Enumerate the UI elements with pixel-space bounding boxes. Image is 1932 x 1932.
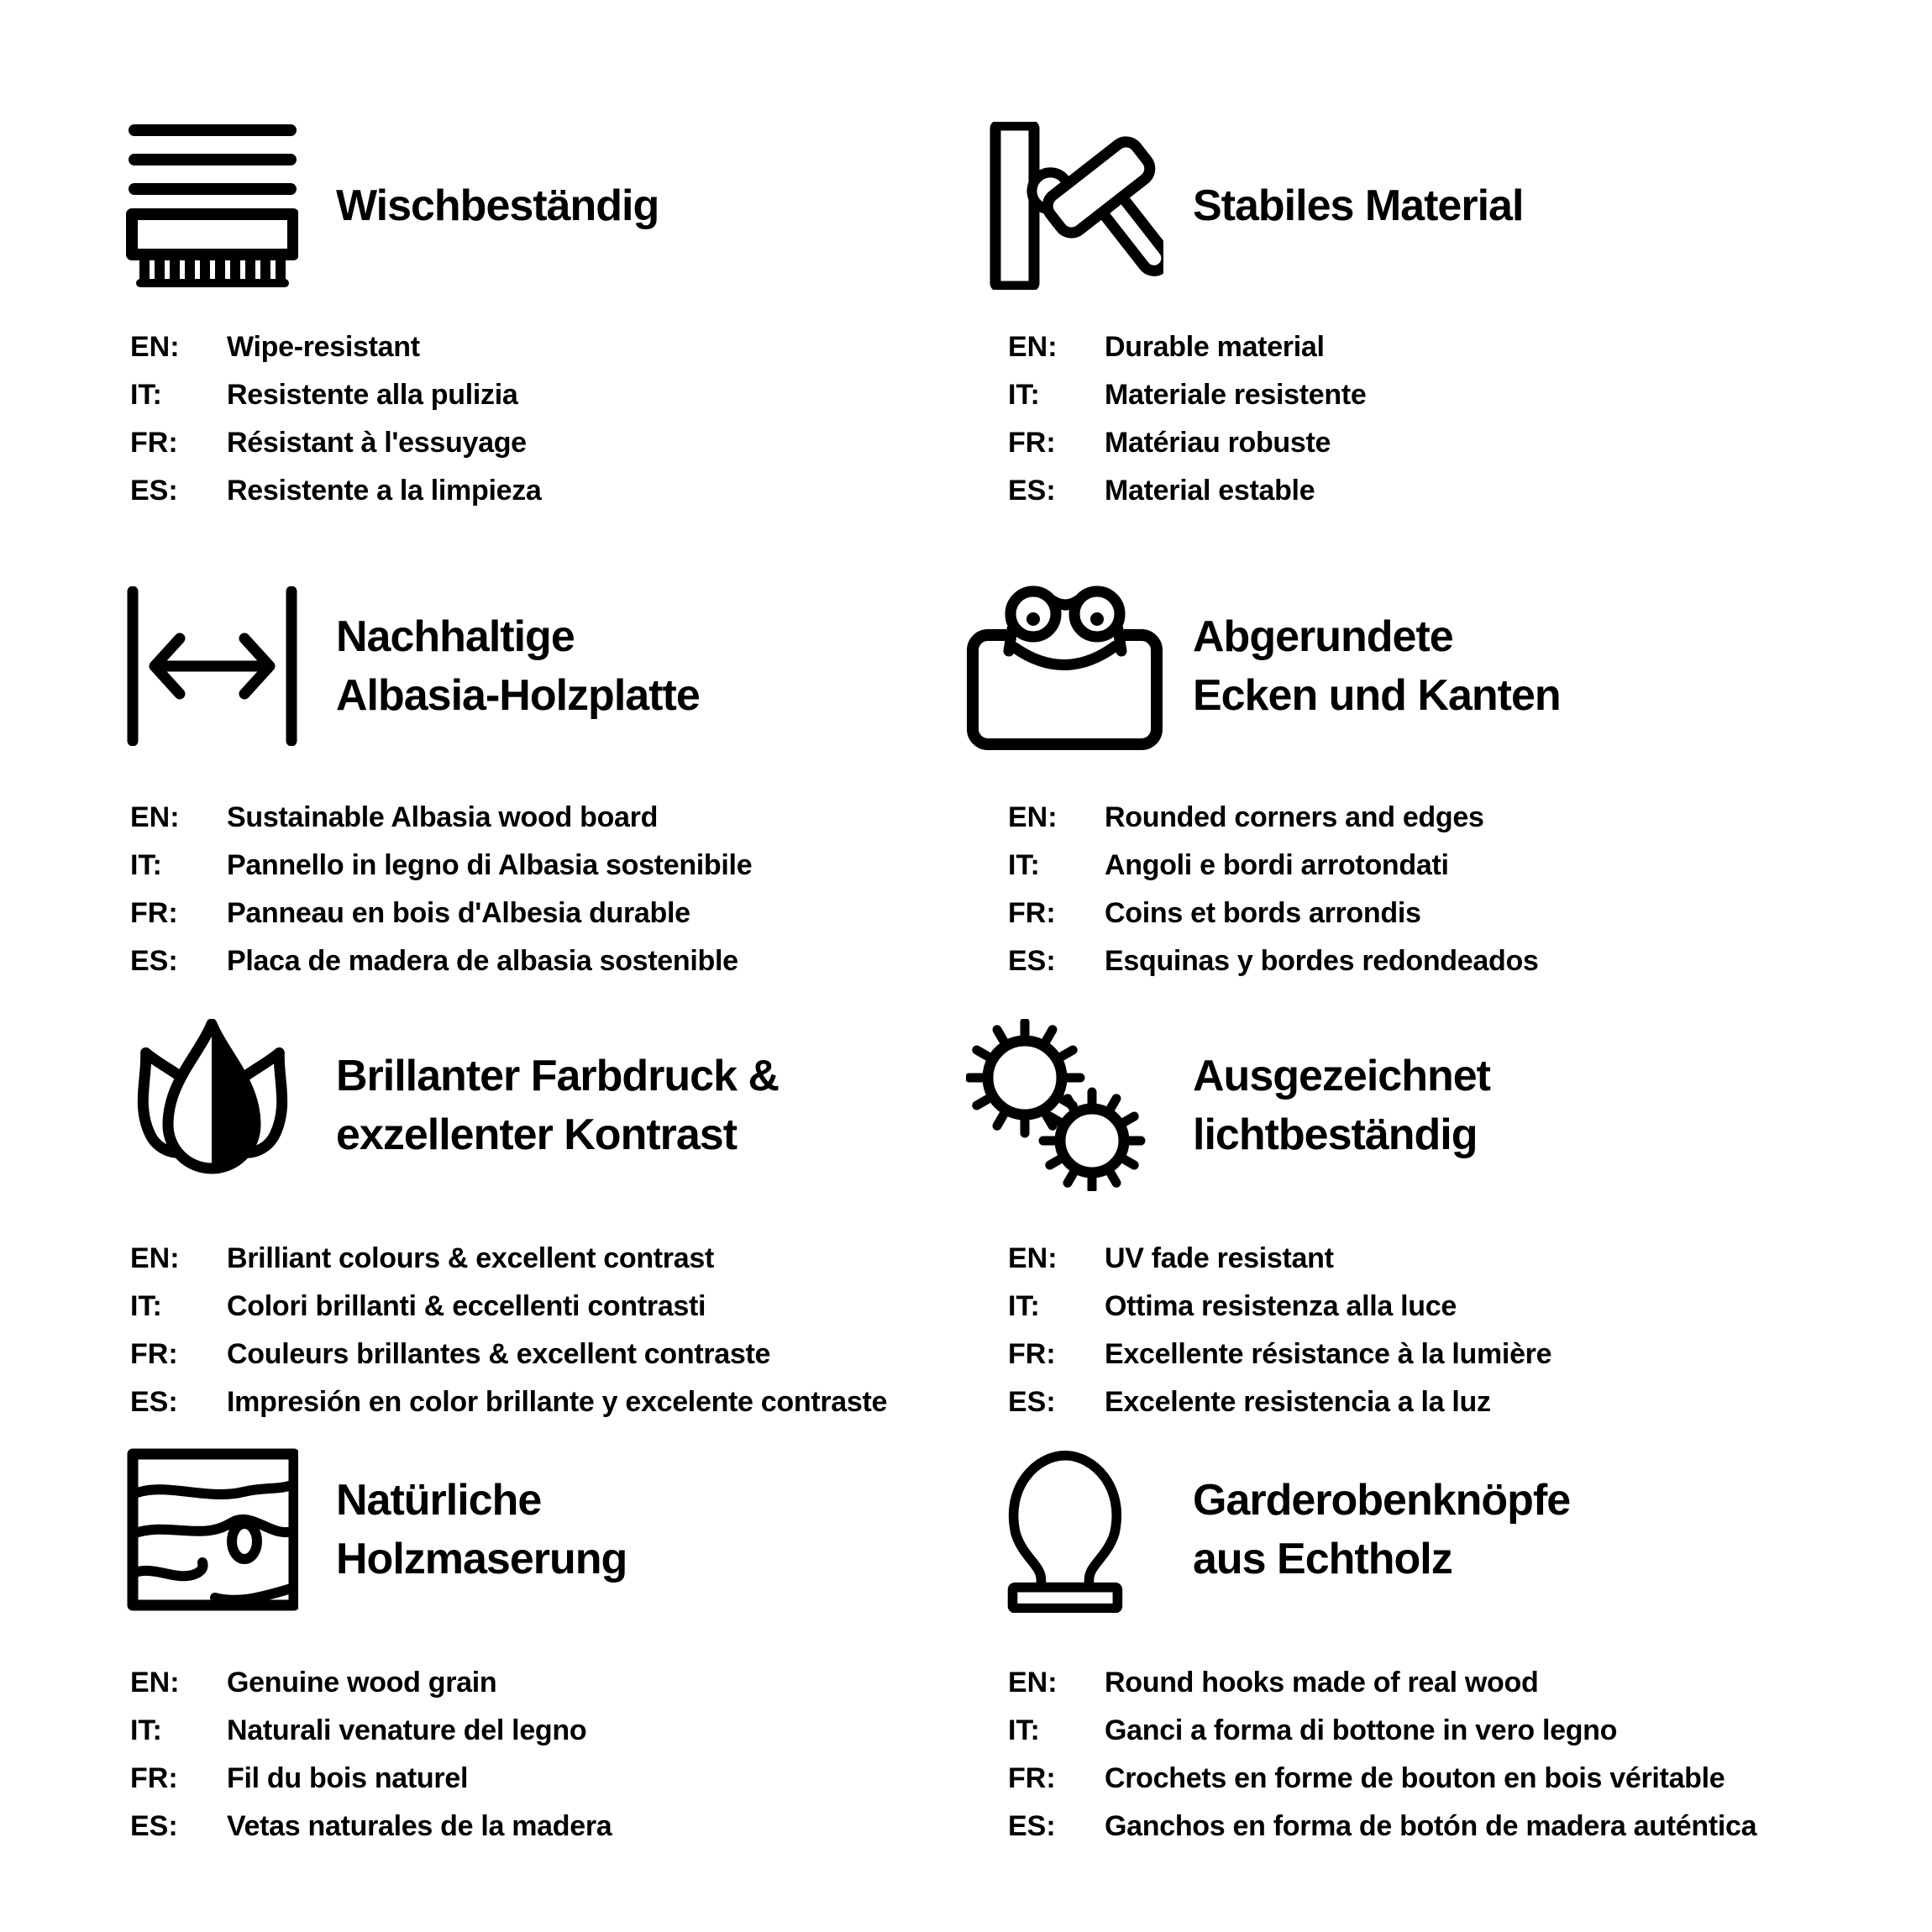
translation-list [130,1659,612,1851]
translation-row [130,937,752,985]
translation-text: Crochets en forme de bouton en bois véritable [1105,1762,1725,1794]
translation-row [1008,937,1539,985]
language-label: FR: [1008,1762,1056,1794]
translation-row [1008,890,1539,937]
translation-row [1008,1283,1551,1331]
translation-row [130,1331,887,1378]
board-hammer-icon [966,122,1163,290]
translation-row [1008,323,1367,371]
translation-text: Naturali venature del legno [227,1714,587,1746]
feature-head [126,122,966,290]
language-label: FR: [130,1338,178,1370]
translation-text: Pannello in legno di Albasia sostenibile [227,849,753,881]
translation-row [130,1378,887,1426]
language-label: ES: [130,1386,178,1418]
language-label: EN: [130,331,180,363]
translation-row [1008,1755,1756,1803]
language-label: FR: [1008,897,1056,929]
language-label: FR: [130,427,178,459]
translation-list [130,323,542,515]
language-label: ES: [130,475,178,507]
translation-row [130,419,542,467]
translation-text: Wipe-resistant [227,331,420,363]
translation-text: Panneau en bois d'Albesia durable [227,897,690,929]
language-label: ES: [1008,1386,1056,1418]
language-label: IT: [130,1714,162,1746]
translation-text: Couleurs brillantes & excellent contraste [227,1338,771,1370]
translation-text: Excelente resistencia a la luz [1105,1386,1491,1418]
language-label: FR: [1008,427,1056,459]
translation-list [1008,323,1367,515]
feature-title: Natürliche Holzmaserung [336,1476,627,1583]
translation-text: Esquinas y bordes redondeados [1105,945,1539,977]
translation-text: Materiale resistente [1105,379,1367,411]
translation-row [1008,1235,1551,1283]
translation-row [130,323,542,371]
language-label: ES: [1008,945,1056,977]
translation-row [130,1707,612,1755]
feature-block-durable-material [966,122,1932,507]
wooden-knob-icon [966,1446,1163,1613]
language-label: EN: [1008,331,1058,363]
translation-text: Excellente résistance à la lumière [1105,1338,1552,1370]
translation-text: Angoli e bordi arrotondati [1105,849,1449,881]
translation-row [1008,1659,1756,1707]
feature-head [126,1019,966,1191]
language-label: IT: [1008,1714,1040,1746]
translation-text: Placa de madera de albasia sostenible [227,945,738,977]
translation-text: Ottima resistenza alla luce [1105,1290,1457,1322]
translation-row [1008,1707,1756,1755]
two-suns-icon [966,1019,1163,1191]
language-label: EN: [1008,1242,1058,1274]
feature-block-light-resistant [966,1019,1932,1418]
translation-text: Resistente a la limpieza [227,475,542,507]
feature-block-wooden-knobs [966,1446,1932,1842]
feature-title: Nachhaltige Albasia-Holzplatte [336,612,700,720]
language-label: IT: [130,379,162,411]
translation-row [130,1755,612,1803]
translation-text: Vetas naturales de la madera [227,1810,612,1842]
translation-row [1008,794,1539,842]
language-label: EN: [130,801,180,833]
translation-text: Ganci a forma di bottone in vero legno [1105,1714,1618,1746]
language-label: EN: [1008,801,1058,833]
language-label: EN: [130,1667,180,1698]
translation-row [130,1803,612,1851]
translation-row [130,1235,887,1283]
translation-text: Sustainable Albasia wood board [227,801,659,833]
feature-head [966,122,1932,290]
feature-title: Stabiles Material [1193,181,1524,230]
translation-text: UV fade resistant [1105,1242,1334,1274]
language-label: EN: [1008,1667,1058,1698]
translation-text: Material estable [1105,475,1315,507]
translation-list [130,1235,887,1426]
translation-text: Résistant à l'essuyage [227,427,527,459]
feature-head [966,586,1932,746]
translation-row [1008,371,1367,419]
translation-text: Rounded corners and edges [1105,801,1484,833]
feature-title: Wischbeständig [336,181,659,230]
translation-text: Coins et bords arrondis [1105,897,1421,929]
ink-drops-icon [126,1019,298,1191]
language-label: IT: [130,1290,162,1322]
frog-board-icon [966,582,1163,750]
language-label: ES: [130,945,178,977]
wood-grain-icon [126,1447,298,1612]
translation-text: Impresión en color brillante y excelente contraste [227,1386,888,1418]
language-label: FR: [130,1762,178,1794]
translation-list [130,794,752,985]
language-label: ES: [130,1810,178,1842]
feature-block-wood-grain [126,1446,966,1842]
translation-row [130,467,542,515]
translation-row [1008,1803,1756,1851]
feature-head [126,586,966,746]
wipe-brush-icon [126,122,298,290]
translation-text: Fil du bois naturel [227,1762,469,1794]
language-label: IT: [130,849,162,881]
translation-text: Durable material [1105,331,1325,363]
translation-row [130,1283,887,1331]
feature-block-rounded-corners [966,586,1932,977]
width-arrow-icon [126,586,298,746]
translation-text: Genuine wood grain [227,1667,497,1698]
language-label: ES: [1008,475,1056,507]
translation-row [1008,1378,1551,1426]
translation-text: Ganchos en forma de botón de madera auténtica [1105,1810,1757,1842]
translation-row [130,371,542,419]
language-label: FR: [1008,1338,1056,1370]
feature-head [966,1019,1932,1191]
feature-head [966,1446,1932,1613]
feature-head [126,1446,966,1613]
translation-list [1008,1235,1551,1426]
language-label: IT: [1008,379,1040,411]
language-label: FR: [130,897,178,929]
feature-block-sustainable-board [126,586,966,977]
feature-title: Abgerundete Ecken und Kanten [1193,612,1561,720]
translation-text: Colori brillanti & eccellenti contrasti [227,1290,706,1322]
language-label: IT: [1008,849,1040,881]
translation-row [1008,1331,1551,1378]
translation-row [130,842,752,890]
language-label: IT: [1008,1290,1040,1322]
language-label: EN: [130,1242,180,1274]
feature-title: Garderobenknöpfe aus Echtholz [1193,1476,1571,1583]
translation-text: Matériau robuste [1105,427,1331,459]
translation-row [1008,467,1367,515]
translation-text: Resistente alla pulizia [227,379,518,411]
translation-list [1008,1659,1756,1851]
feature-block-wipe-resistant [126,122,966,507]
translation-row [130,890,752,937]
feature-title: Brillanter Farbdruck & exzellenter Kontrast [336,1051,780,1159]
translation-list [1008,794,1539,985]
feature-title: Ausgezeichnet lichtbeständig [1193,1051,1490,1159]
feature-block-brilliant-print [126,1019,966,1418]
translation-row [1008,419,1367,467]
translation-row [130,794,752,842]
translation-text: Round hooks made of real wood [1105,1667,1539,1698]
translation-text: Brilliant colours & excellent contrast [227,1242,714,1274]
translation-row [1008,842,1539,890]
translation-row [130,1659,612,1707]
language-label: ES: [1008,1810,1056,1842]
